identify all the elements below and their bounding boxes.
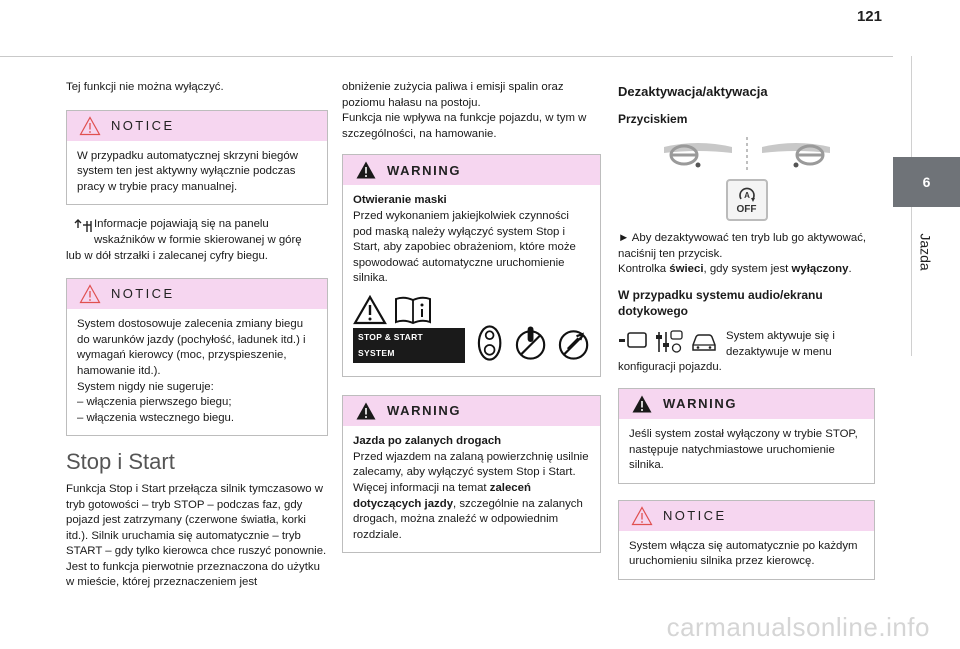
button-subheading: Przyciskiem bbox=[618, 111, 688, 126]
gear-hint-text-b: lub w dół strzałki i zalecanej cyfry biegu. bbox=[66, 249, 268, 262]
caution-triangle-icon bbox=[79, 284, 101, 304]
page-number: 121 bbox=[856, 8, 882, 25]
body-paragraph: Jest to funkcja pierwotnie przeznaczona do użytku w mieście, której przeznaczeniem jest bbox=[66, 560, 320, 589]
warning-text-2b-tail: , szczególnie na zalanych drogach, można znaleźć w odpowiednim rozdziale. bbox=[353, 497, 583, 541]
notice-header-2 bbox=[67, 279, 327, 309]
warning-body-2 bbox=[343, 426, 600, 552]
instruction-text: ► Aby dezaktywować ten tryb lub go aktywować, naciśnij ten przycisk. bbox=[618, 232, 867, 260]
indicator-state-on: świeci bbox=[669, 263, 704, 276]
vehicle-settings-icon bbox=[690, 331, 718, 353]
notice-line: System dostosowuje zalecenia zmiany biegu do warunków jazdy (pochyłość, ładunek itd.) i wymagań kierowcy (moc, przyspieszenie, hamowanie itd.). bbox=[77, 318, 306, 377]
notice-box-1 bbox=[66, 110, 328, 206]
warning-box-2 bbox=[342, 395, 601, 553]
auto-stop-icon bbox=[737, 186, 757, 204]
caution-triangle-icon bbox=[631, 506, 653, 526]
deactivation-heading: Dezaktywacja/aktywacja bbox=[618, 84, 768, 99]
notice-header-3 bbox=[619, 501, 874, 531]
warning-triangle-icon bbox=[353, 295, 387, 325]
notice-line: – włączenia pierwszego biegu; bbox=[77, 396, 232, 409]
indicator-text-mid: , gdy system jest bbox=[703, 263, 792, 276]
intro-text: Tej funkcji nie można wyłączyć. bbox=[66, 81, 224, 93]
warning-triangle-icon bbox=[355, 401, 377, 421]
banner-icons bbox=[353, 295, 433, 325]
dashboard-illustration bbox=[618, 137, 875, 173]
stop-start-off-button[interactable] bbox=[726, 179, 768, 221]
gear-shift-indicator-icon bbox=[74, 219, 94, 233]
top-rule bbox=[0, 56, 893, 57]
chapter-label bbox=[906, 222, 946, 282]
gear-hint bbox=[66, 217, 328, 264]
chapter-label-text: Jazda bbox=[917, 233, 934, 271]
warning-triangle-icon bbox=[631, 394, 653, 414]
indicator-state-off: wyłączony bbox=[791, 263, 849, 276]
body-paragraph: obniżenie zużycia paliwa i emisji spalin oraz poziomu hałasu na postoju. bbox=[342, 81, 564, 109]
svg-text:A: A bbox=[743, 190, 750, 200]
right-hand-dashboard-icon bbox=[760, 139, 832, 171]
column-3 bbox=[618, 80, 875, 592]
warning-title-1: WARNING bbox=[387, 162, 462, 178]
column-1 bbox=[66, 80, 328, 591]
indicator-text-lead: Kontrolka bbox=[618, 263, 670, 276]
body-paragraph: Funkcja Stop i Start przełącza silnik tymczasowo w tryb gotowości – tryb STOP – podczas faz, gdy pojazd jest zatrzymany (czerwone światła, korki itd.). Silnik uruchamia się automatycznie – tryb START – gdy tylko kierowca chce ruszyć ponownie. bbox=[66, 482, 327, 558]
notice-body-3: System włącza się automatycznie po każdym uruchomieniu silnika przez kierowcę. bbox=[629, 539, 858, 568]
warning-title-3: WARNING bbox=[663, 396, 738, 412]
driving-advice-link: zaleceń dotyczących jazdy bbox=[353, 481, 531, 510]
notice-title-1: NOTICE bbox=[111, 117, 175, 133]
warning-box-1 bbox=[342, 154, 601, 377]
notice-line: – włączenia wstecznego biegu. bbox=[77, 411, 235, 424]
no-tool-icon bbox=[557, 323, 590, 363]
menu-hint-text-a: System aktywuje się i dezaktywuje w menu bbox=[726, 330, 835, 358]
warning-title-2: WARNING bbox=[387, 403, 462, 419]
notice-box-3 bbox=[618, 500, 875, 580]
manual-book-icon bbox=[393, 295, 433, 325]
banner-left bbox=[353, 295, 465, 363]
engine-belt-icon bbox=[475, 323, 504, 363]
warning-text-2b bbox=[353, 481, 590, 543]
warning-text-2a: Przed wjazdem na zalaną powierzchnię usilnie zalecamy, aby wyłączyć system Stop i Start. bbox=[353, 450, 589, 479]
notice-header-1 bbox=[67, 111, 327, 141]
notice-box-2 bbox=[66, 278, 328, 436]
column-2 bbox=[342, 80, 601, 565]
warning-header-2 bbox=[343, 396, 600, 426]
indicator-text bbox=[618, 262, 875, 278]
warning-subtitle-2: Jazda po zalanych drogach bbox=[353, 435, 502, 448]
caution-triangle-icon bbox=[79, 116, 101, 136]
settings-sliders-icon bbox=[654, 329, 684, 355]
divider-dashes-icon bbox=[744, 137, 750, 173]
notice-body-1: W przypadku automatycznej skrzyni biegów system ten jest aktywny wyłącznie podczas pracy w trybie pracy manualnej. bbox=[77, 149, 298, 193]
indicator-text-end: . bbox=[848, 263, 852, 276]
warning-body-3: Jeśli system został wyłączony w trybie STOP, następuje natychmiastowe uruchomienie silnika. bbox=[629, 427, 858, 472]
stop-start-banner bbox=[353, 287, 590, 367]
warning-text-1: Przed wykonaniem jakiejkolwiek czynności pod maską należy wyłączyć system Stop i Start, aby zapobiec obrażeniom, które może spowodować automatyczne uruchomienie silnika. bbox=[353, 209, 576, 285]
warning-header-1 bbox=[343, 155, 600, 185]
touchscreen-icon bbox=[618, 331, 648, 353]
warning-header-3 bbox=[619, 389, 874, 419]
gear-hint-text-a: Informacje pojawiają się na panelu wskaźników w formie skierowanej w górę bbox=[94, 218, 302, 246]
section-title: Stop i Start bbox=[66, 449, 175, 475]
notice-title-2: NOTICE bbox=[111, 286, 175, 302]
notice-body-2 bbox=[67, 309, 327, 435]
left-hand-dashboard-icon bbox=[662, 139, 734, 171]
warning-box-3 bbox=[618, 388, 875, 484]
warning-text-2b-lead: Więcej informacji na temat bbox=[353, 481, 487, 494]
notice-title-3: NOTICE bbox=[663, 507, 727, 523]
body-paragraph: Funkcja nie wpływa na funkcje pojazdu, w tym w szczególności, na hamowanie. bbox=[342, 112, 587, 140]
warning-body-1 bbox=[343, 185, 600, 376]
no-hand-icon bbox=[514, 323, 547, 363]
watermark: carmanualsonline.info bbox=[666, 612, 930, 642]
warning-subtitle-1: Otwieranie maski bbox=[353, 194, 447, 207]
menu-icon-strip bbox=[618, 329, 718, 355]
off-label: OFF bbox=[736, 203, 757, 215]
menu-hint-text-b: konfiguracji pojazdu. bbox=[618, 361, 722, 374]
banner-label: STOP & START SYSTEM bbox=[353, 328, 465, 363]
chapter-tab[interactable]: 6 bbox=[893, 157, 960, 207]
warning-triangle-icon bbox=[355, 160, 377, 180]
notice-line: System nigdy nie sugeruje: bbox=[77, 380, 214, 393]
touchscreen-subheading: W przypadku systemu audio/ekranu dotykowego bbox=[618, 287, 823, 318]
touchscreen-menu-hint bbox=[618, 329, 875, 376]
